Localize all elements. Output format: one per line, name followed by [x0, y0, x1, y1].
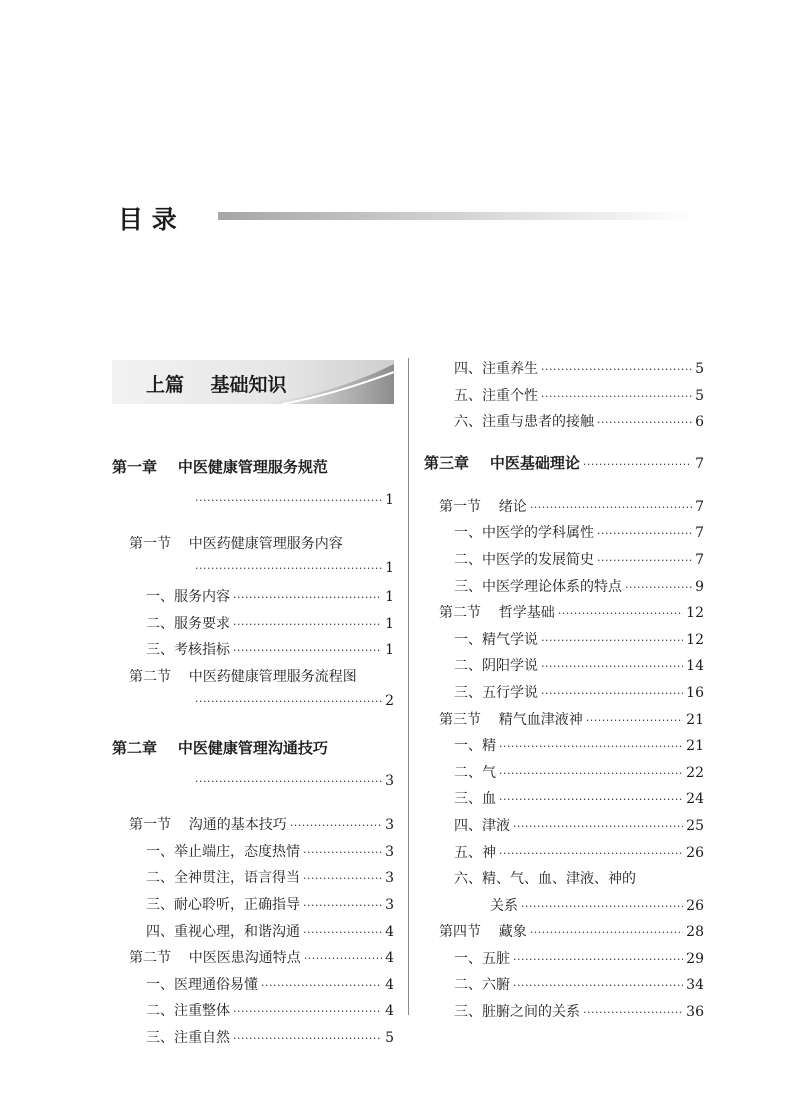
page-number: 26	[686, 844, 704, 861]
page-number: 7	[695, 551, 704, 568]
item-title: 一、五脏	[454, 950, 510, 967]
page-number: 1	[385, 642, 394, 659]
item-title: 六、注重与患者的接触	[454, 414, 594, 431]
section-2-1[interactable]	[112, 814, 394, 841]
chapter-title: 第三章 中医基础理论	[424, 453, 580, 472]
section-title: 第二节 中医医患沟通特点	[129, 950, 301, 967]
section-3-2[interactable]	[424, 602, 704, 629]
dot-leader	[233, 1005, 382, 1018]
chapter-3-title[interactable]	[424, 452, 704, 482]
dot-leader	[541, 634, 683, 647]
section-title: 第一节 中医药健康管理服务内容	[129, 536, 343, 552]
toc-item[interactable]	[112, 974, 394, 1001]
item-title: 三、耐心聆听，正确指导	[146, 896, 300, 913]
item-title: 五、注重个性	[454, 387, 538, 404]
page-number: 14	[686, 658, 704, 675]
toc-item[interactable]	[424, 629, 704, 656]
item-title: 六、精、气、血、津液、神的	[454, 871, 636, 888]
page-number: 1	[385, 589, 394, 606]
dot-leader	[521, 900, 683, 913]
dot-leader	[195, 562, 382, 575]
page-number: 2	[385, 692, 394, 709]
dot-leader	[195, 775, 382, 788]
page-number: 21	[686, 711, 704, 728]
item-title: 一、精气学说	[454, 631, 538, 648]
dot-leader	[583, 1006, 683, 1019]
item-title: 一、举止端庄，态度热情	[146, 843, 300, 860]
toc-item-multiline[interactable]	[424, 868, 704, 895]
section-3-4[interactable]	[424, 921, 704, 948]
toc-item[interactable]	[424, 762, 704, 789]
dot-leader	[304, 952, 382, 965]
section-title: 第三节 精气血津液神	[439, 711, 583, 728]
item-title: 一、精	[454, 738, 496, 755]
section-1-1-page-line[interactable]	[112, 560, 394, 587]
page-number: 3	[385, 817, 394, 834]
dot-leader	[530, 501, 692, 514]
page-number: 3	[385, 843, 394, 860]
dot-leader	[233, 644, 382, 657]
toc-item[interactable]	[112, 1000, 394, 1027]
item-title: 二、注重整体	[146, 1003, 230, 1020]
title-gradient-bar	[218, 212, 696, 220]
part-banner	[112, 358, 394, 406]
item-title: 四、重视心理，和谐沟通	[146, 923, 300, 940]
section-1-1[interactable]	[112, 533, 394, 560]
toc-item[interactable]	[424, 948, 704, 975]
dot-leader	[558, 607, 683, 620]
toc-item[interactable]	[112, 894, 394, 921]
toc-item[interactable]	[112, 841, 394, 868]
column-divider	[408, 358, 409, 1015]
toc-item[interactable]	[424, 1001, 704, 1028]
toc-item[interactable]	[424, 974, 704, 1001]
page-number: 1	[385, 615, 394, 632]
item-title: 四、津液	[454, 817, 510, 834]
toc-item[interactable]	[424, 522, 704, 549]
item-title: 三、考核指标	[146, 642, 230, 659]
page-number: 1	[385, 559, 394, 576]
toc-item[interactable]	[424, 788, 704, 815]
section-title: 第四节 藏象	[439, 924, 527, 941]
item-title: 四、注重养生	[454, 361, 538, 377]
section-1-2-page-line[interactable]	[112, 693, 394, 720]
page-number: 16	[686, 684, 704, 701]
page-number: 36	[686, 1004, 704, 1021]
toc-item[interactable]	[112, 639, 394, 666]
page-number: 6	[695, 414, 704, 431]
toc-title: 目 录	[118, 205, 177, 234]
toc-item[interactable]	[424, 385, 704, 412]
section-title: 第一节 绪论	[439, 498, 527, 515]
dot-leader	[625, 581, 692, 594]
toc-item[interactable]	[424, 815, 704, 842]
dot-leader	[499, 847, 683, 860]
toc-item[interactable]	[424, 411, 704, 438]
page-number: 7	[695, 498, 704, 515]
page-number: 3	[385, 773, 394, 790]
section-3-1[interactable]	[424, 496, 704, 523]
dot-leader	[303, 926, 382, 939]
chapter-1-page-line[interactable]	[112, 492, 394, 519]
page-number: 34	[686, 977, 704, 994]
dot-leader	[233, 1032, 382, 1045]
item-title: 二、服务要求	[146, 615, 230, 632]
dot-leader	[597, 416, 692, 429]
dot-leader	[541, 660, 683, 673]
dot-leader	[530, 926, 683, 939]
item-title: 三、中医学理论体系的特点	[454, 578, 622, 595]
dot-leader	[233, 591, 382, 604]
page-number: 3	[385, 896, 394, 913]
page-number: 26	[686, 897, 704, 914]
item-title: 二、全神贯注，语言得当	[146, 870, 300, 887]
dot-leader	[261, 979, 382, 992]
page-number: 12	[686, 631, 704, 648]
dot-leader	[513, 979, 683, 992]
dot-leader	[586, 714, 683, 727]
section-2-2[interactable]	[112, 947, 394, 974]
toc-item[interactable]	[424, 682, 704, 709]
toc-item[interactable]	[424, 842, 704, 869]
page-number: 7	[695, 455, 704, 472]
item-title: 一、医理通俗易懂	[146, 976, 258, 993]
toc-left-column	[112, 358, 394, 1054]
page-number: 28	[686, 924, 704, 941]
page-number: 1	[385, 492, 394, 508]
chapter-2-page-line[interactable]	[112, 773, 394, 800]
page-number: 25	[686, 817, 704, 834]
toc-item[interactable]	[112, 867, 394, 894]
item-title: 一、服务内容	[146, 589, 230, 606]
item-title: 二、六腑	[454, 977, 510, 994]
page-number: 9	[695, 578, 704, 595]
page-number: 24	[686, 791, 704, 808]
item-title: 三、注重自然	[146, 1029, 230, 1046]
page-number: 12	[686, 605, 704, 622]
section-3-3[interactable]	[424, 709, 704, 736]
toc-item[interactable]	[112, 921, 394, 948]
item-title: 三、血	[454, 791, 496, 808]
toc-item[interactable]	[424, 735, 704, 762]
dot-leader	[513, 953, 683, 966]
item-title: 三、五行学说	[454, 684, 538, 701]
toc-item[interactable]	[112, 1027, 394, 1054]
page-number: 3	[385, 870, 394, 887]
dot-leader	[499, 740, 683, 753]
section-title: 第二节 中医药健康管理服务流程图	[129, 668, 357, 685]
toc-item[interactable]	[424, 549, 704, 576]
dot-leader	[303, 899, 382, 912]
dot-leader	[499, 793, 683, 806]
item-title: 二、气	[454, 764, 496, 781]
toc-item-continuation[interactable]	[424, 895, 704, 922]
page-number: 5	[695, 361, 704, 377]
toc-item[interactable]	[424, 358, 704, 385]
dot-leader	[303, 872, 382, 885]
dot-leader	[541, 363, 692, 376]
dot-leader	[233, 618, 382, 631]
dot-leader	[583, 458, 692, 471]
page-number: 5	[695, 387, 704, 404]
dot-leader	[195, 695, 382, 708]
part-title: 上篇 基础知识	[146, 374, 287, 396]
page-number: 4	[385, 923, 394, 940]
item-title: 二、中医学的发展简史	[454, 551, 594, 568]
dot-leader	[541, 687, 683, 700]
item-title: 五、神	[454, 844, 496, 861]
dot-leader	[513, 820, 683, 833]
page-number: 22	[686, 764, 704, 781]
page-number: 7	[695, 525, 704, 542]
toc-right-column	[424, 358, 704, 1028]
page-number: 4	[385, 950, 394, 967]
item-title: 三、脏腑之间的关系	[454, 1004, 580, 1021]
dot-leader	[541, 390, 692, 403]
item-title: 二、阴阳学说	[454, 658, 538, 675]
chapter-1-title[interactable]: 第一章 中医健康管理服务规范	[112, 458, 328, 476]
chapter-2-title[interactable]: 第二章 中医健康管理沟通技巧	[112, 739, 328, 758]
page-number: 21	[686, 738, 704, 755]
dot-leader	[290, 819, 382, 832]
section-title: 第一节 沟通的基本技巧	[129, 817, 287, 834]
section-1-2[interactable]	[112, 666, 394, 693]
page-number: 5	[385, 1029, 394, 1046]
page-number: 29	[686, 950, 704, 967]
item-title: 一、中医学的学科属性	[454, 525, 594, 542]
dot-leader	[597, 527, 692, 540]
toc-item[interactable]	[112, 586, 394, 613]
toc-item[interactable]	[112, 613, 394, 640]
dot-leader	[597, 554, 692, 567]
toc-item[interactable]	[424, 655, 704, 682]
dot-leader	[195, 494, 382, 507]
section-title: 第二节 哲学基础	[439, 605, 555, 622]
toc-item[interactable]	[424, 576, 704, 603]
dot-leader	[499, 767, 683, 780]
item-title-continuation: 关系	[490, 897, 518, 914]
page-number: 4	[385, 1003, 394, 1020]
page-number: 4	[385, 976, 394, 993]
dot-leader	[303, 846, 382, 859]
